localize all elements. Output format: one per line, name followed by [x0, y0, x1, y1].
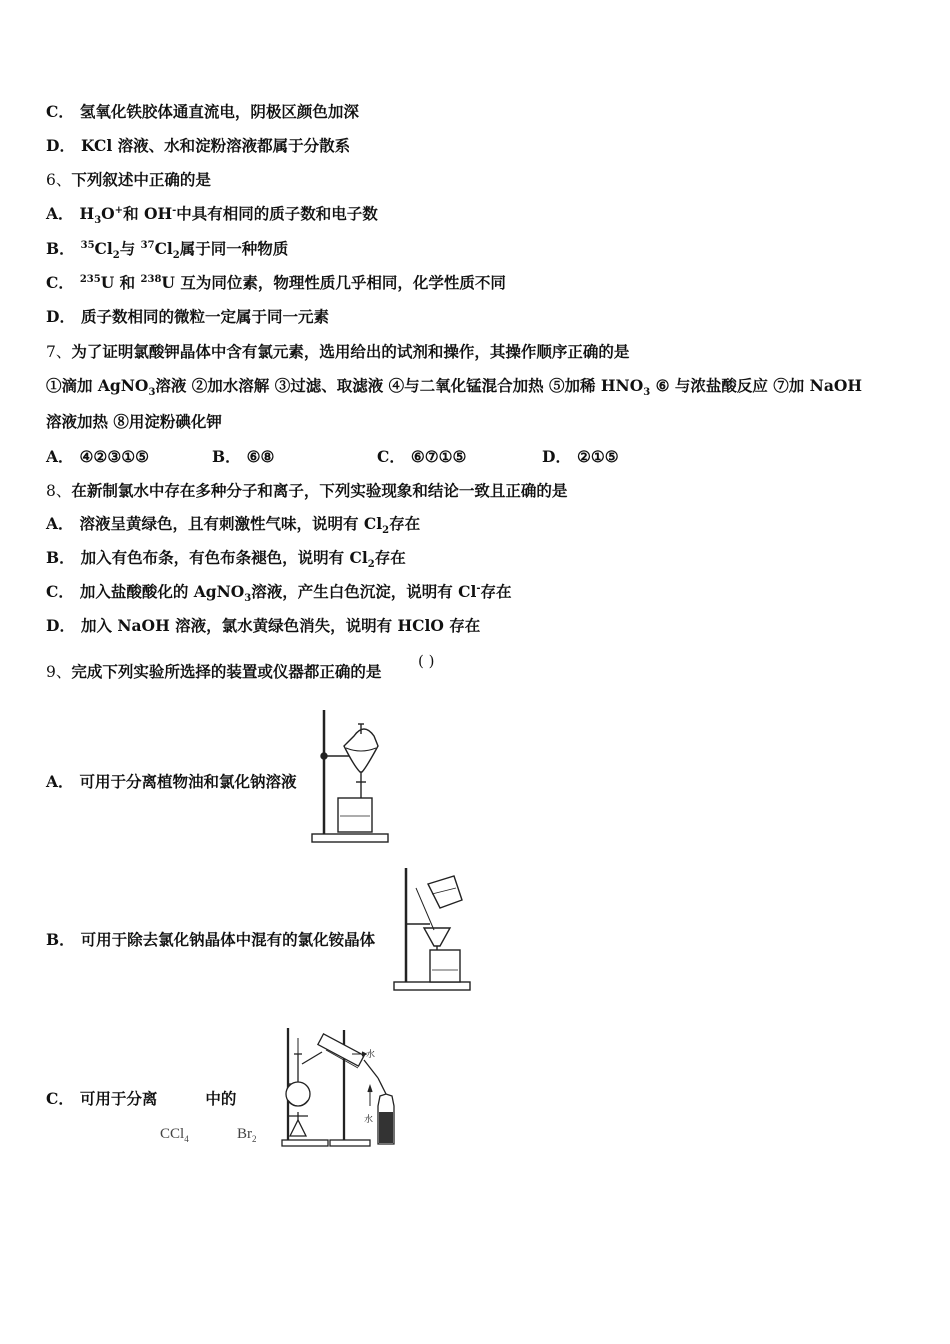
- question-8-stem: 8、在新制氯水中存在多种分子和离子，下列实验现象和结论一致且正确的是: [46, 481, 568, 500]
- distillation-diagram: [268, 1024, 403, 1152]
- separatory-funnel-diagram: [306, 706, 396, 846]
- funnel: [424, 928, 450, 946]
- q9-option-b: B． 可用于除去氯化钠晶体中混有的氯化铵晶体: [46, 930, 376, 949]
- pouring-beaker: [428, 876, 462, 908]
- q8-option-d: D． 加入 NaOH 溶液，氯水黄绿色消失，说明有 HClO 存在: [46, 616, 481, 635]
- q9-option-c: C． 可用于分离 中的: [46, 1089, 237, 1108]
- q9-option-a: A． 可用于分离植物油和氯化钠溶液: [46, 772, 297, 791]
- stand-base-2: [330, 1140, 370, 1146]
- q5-option-c: C． 氢氧化铁胶体通直流电，阴极区颜色加深: [46, 102, 359, 121]
- water-inlet-label: 水: [366, 1050, 376, 1060]
- alcohol-lamp: [290, 1120, 306, 1136]
- stand-base-1: [282, 1140, 328, 1146]
- distillate: [379, 1112, 393, 1143]
- question-6-stem: 6、下列叙述中正确的是: [46, 170, 211, 189]
- water-outlet-label: 水: [364, 1115, 374, 1125]
- q7-option-c: C． ⑥⑦①⑤: [377, 447, 467, 466]
- stand-base: [312, 834, 388, 842]
- q7-reagents-row-1: ①滴加 AgNO$_3$溶液 ②加水溶解 ③过滤、取滤液 ④与二氧化锰混合加热 ⑤加稀 $HNO_3$ ⑥ 与浓盐酸反应 ⑦加 NaOH: [46, 376, 863, 399]
- beaker: [338, 798, 372, 832]
- q6-option-c: C． $^{235}$U 和 $^{238}$U 互为同位素，物理性质几乎相同，化学性质不同: [46, 273, 506, 292]
- q7-option-b: B． ⑥⑧: [212, 447, 275, 466]
- distilling-flask: [286, 1082, 310, 1106]
- formula-ccl4: CCl$_4$: [160, 1126, 189, 1144]
- q7-options: [46, 447, 619, 467]
- filtration-diagram: [390, 866, 475, 994]
- q8-option-c: C． 加入盐酸酸化的 AgNO$_3$溶液，产生白色沉淀，说明有 Cl-存在: [46, 582, 512, 605]
- question-9-stem: 9、完成下列实验所选择的装置或仪器都正确的是: [46, 662, 382, 681]
- q6-option-d: D． 质子数相同的微粒一定属于同一元素: [46, 307, 329, 326]
- formula-br2: $Br_2$: [237, 1126, 257, 1144]
- answer-parentheses: ( ): [418, 652, 435, 670]
- q7-option-a: A． ④②③①⑤: [46, 447, 150, 466]
- q6-option-a: A． $H_3O^+$和 OH-中具有相同的质子数和电子数: [46, 204, 378, 227]
- q8-option-a: A． 溶液呈黄绿色，且有刺激性气味，说明有 $Cl_2$存在: [46, 514, 421, 537]
- q8-option-b: B． 加入有色布条，有色布条褪色，说明有 $Cl_2$存在: [46, 548, 406, 571]
- stand-base: [394, 982, 470, 990]
- q7-reagents-row-2: 溶液加热 ⑧用淀粉碘化钾: [46, 412, 222, 431]
- question-7-stem: 7、为了证明氯酸钾晶体中含有氯元素，选用给出的试剂和操作，其操作顺序正确的是: [46, 342, 630, 361]
- q5-option-d: D． KCl 溶液、水和淀粉溶液都属于分散系: [46, 136, 351, 155]
- q7-option-d: D． ②①⑤: [542, 447, 619, 466]
- q6-option-b: B． $^{35}Cl_2$与 $^{37}Cl_2$属于同一种物质: [46, 239, 289, 262]
- receiving-beaker: [430, 950, 460, 982]
- condenser: [318, 1034, 364, 1066]
